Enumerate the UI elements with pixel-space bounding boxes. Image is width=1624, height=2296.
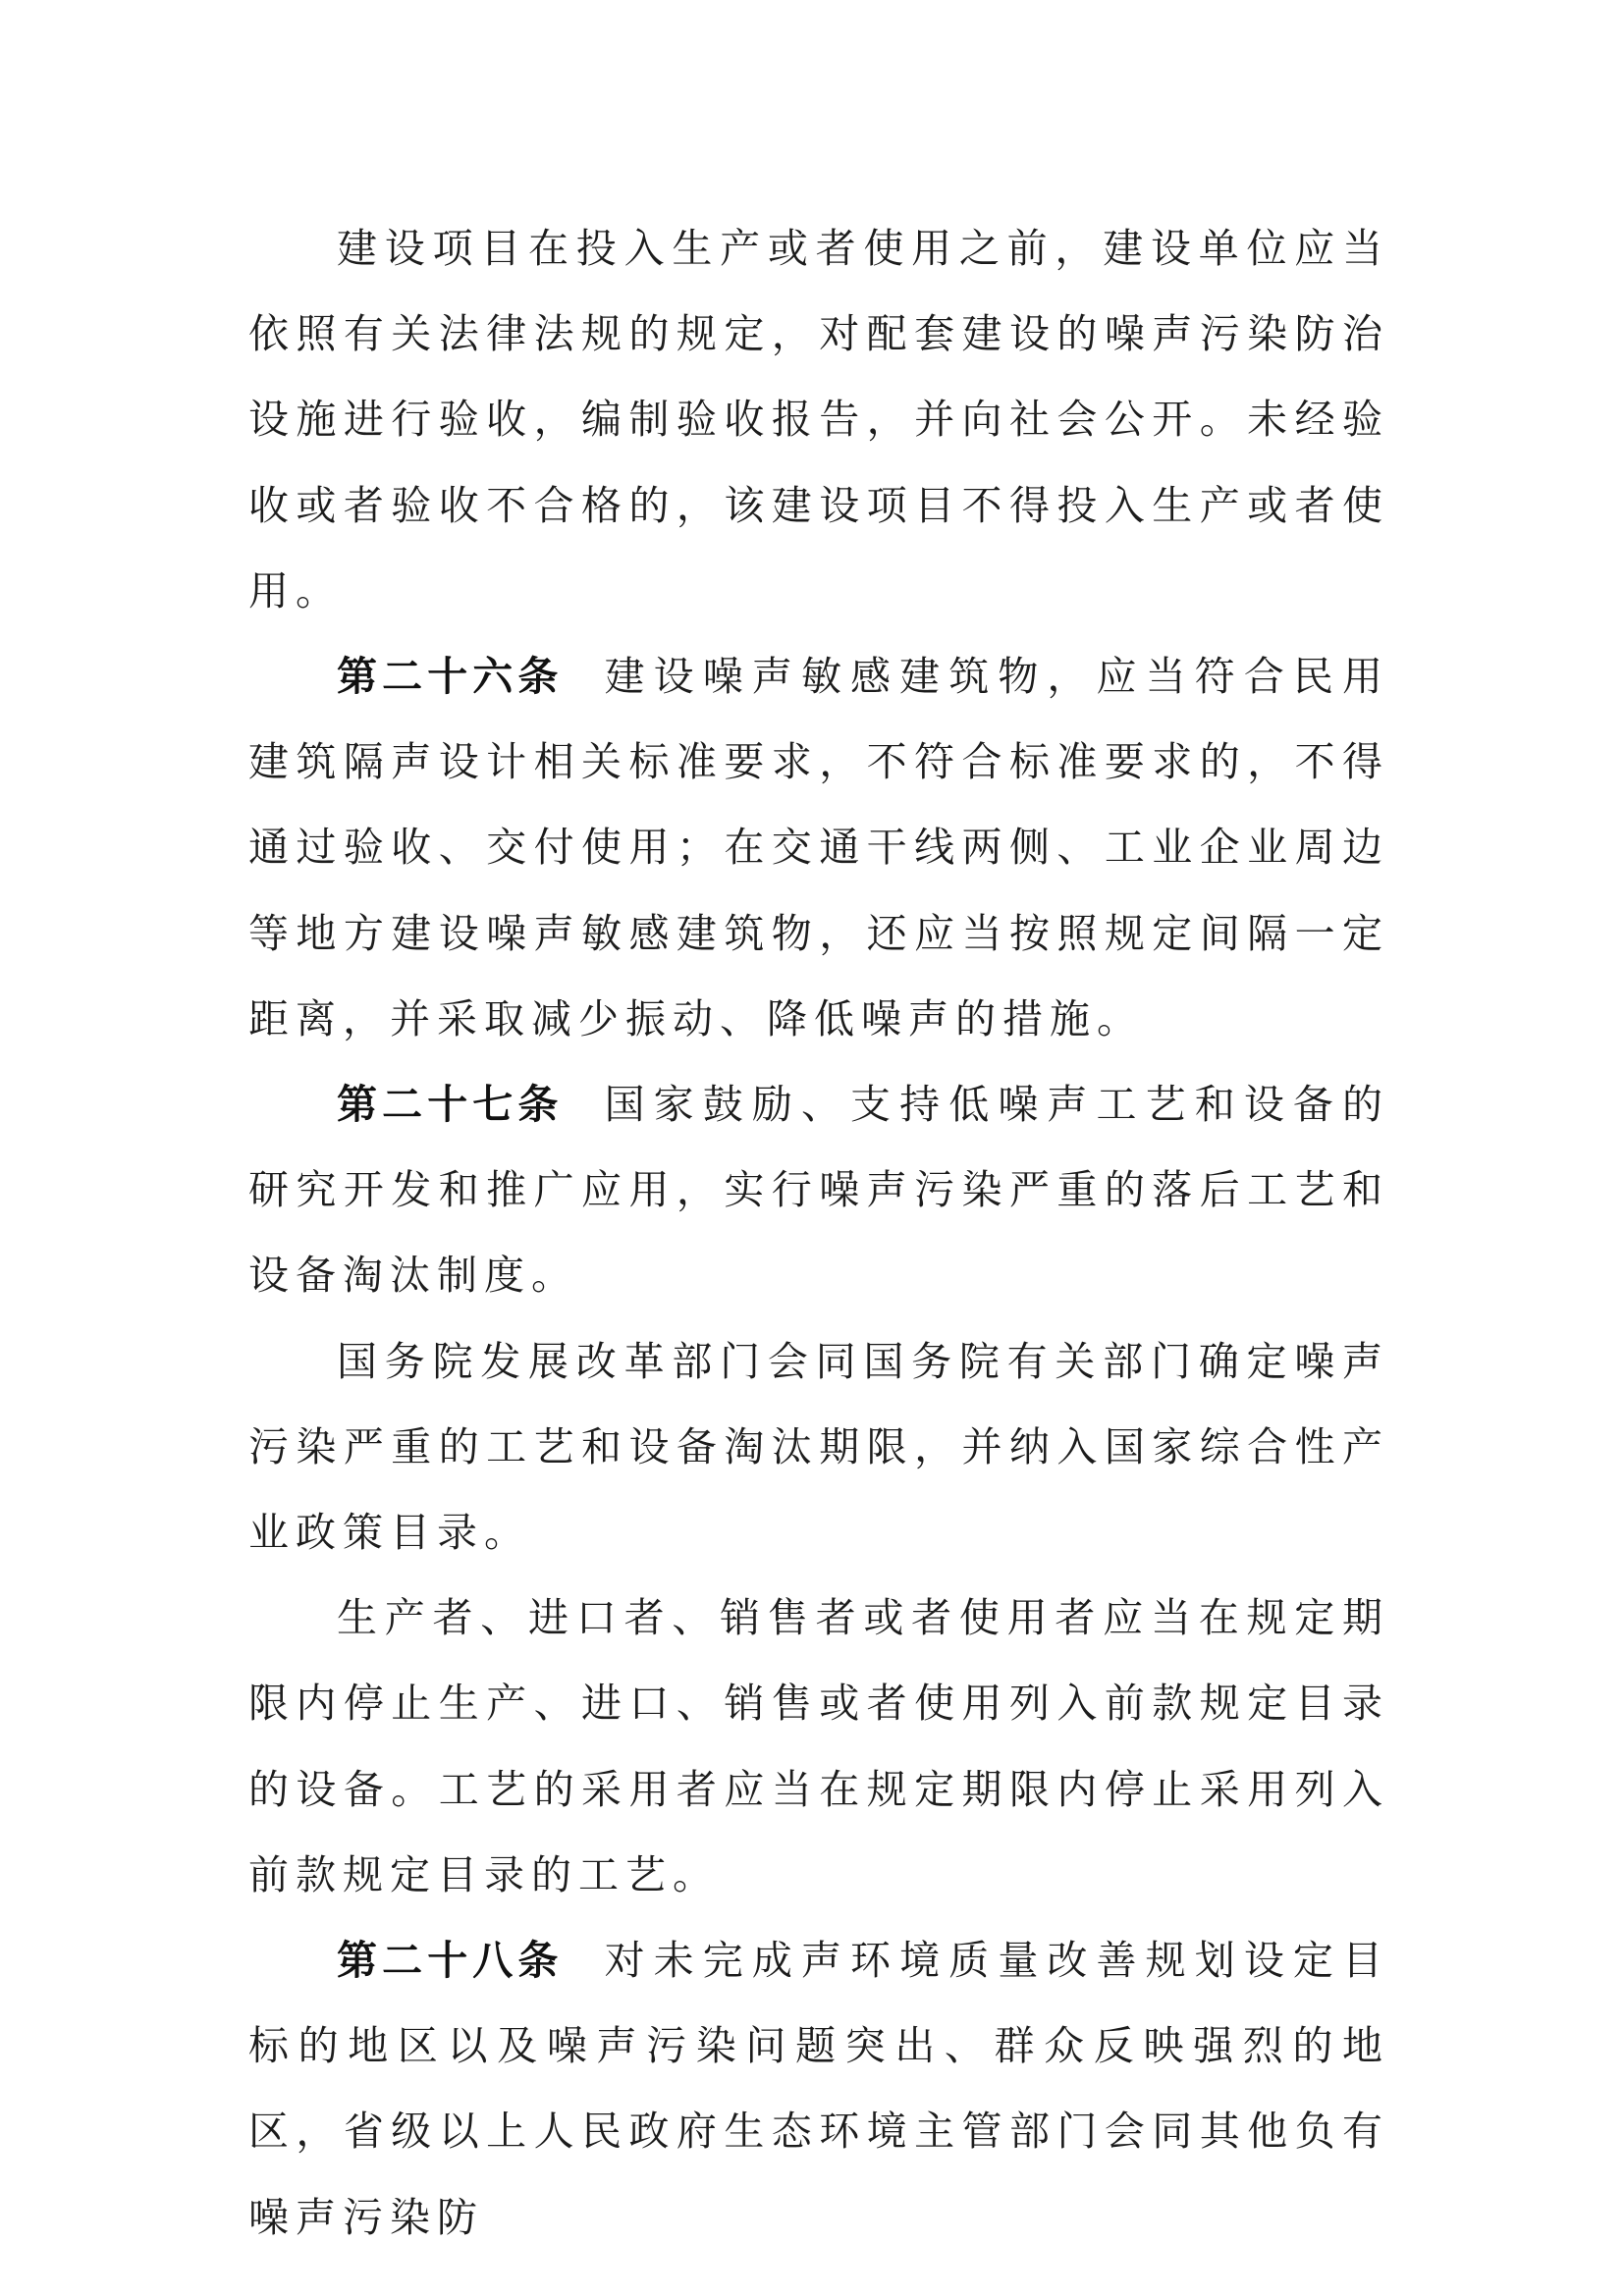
- article-28: [248, 1918, 1389, 2261]
- article-heading: 第二十六条: [337, 653, 564, 701]
- article-heading: 第二十七条: [337, 1081, 564, 1129]
- paragraph-text: 对未完成声环境质量改善规划设定目标的地区以及噪声污染问题突出、群众反映强烈的地区，省级以上人民政府生态环境主管部门会同其他负有噪声污染防: [248, 1937, 1390, 2241]
- paragraph-text: 建设项目在投入生产或者使用之前，建设单位应当依照有关法律法规的规定，对配套建设的噪声污染防治设施进行验收，编制验收报告，并向社会公开。未经验收或者验收不合格的，该建设项目不得投入生产或者使用。: [248, 225, 1389, 614]
- paragraph-text: 建设噪声敏感建筑物，应当符合民用建筑隔声设计相关标准要求，不符合标准要求的，不得通过验收、交付使用；在交通干线两侧、工业企业周边等地方建设噪声敏感建筑物，还应当按照规定间隔一定距离，并采取减少振动、降低噪声的措施。: [248, 653, 1390, 1042]
- paragraph-elimination-deadline: [248, 1319, 1389, 1576]
- paragraph-stop-production: [248, 1575, 1389, 1918]
- paragraph-text: 国家鼓励、支持低噪声工艺和设备的研究开发和推广应用，实行噪声污染严重的落后工艺和设备淘汰制度。: [248, 1081, 1390, 1300]
- document-body: [248, 206, 1389, 2261]
- article-heading: 第二十八条: [337, 1937, 564, 1985]
- paragraph-text: 国务院发展改革部门会同国务院有关部门确定噪声污染严重的工艺和设备淘汰期限，并纳入国家综合性产业政策目录。: [248, 1337, 1389, 1557]
- paragraph-acceptance: [248, 206, 1389, 634]
- article-26: [248, 634, 1389, 1062]
- paragraph-text: 生产者、进口者、销售者或者使用者应当在规定期限内停止生产、进口、销售或者使用列入前款规定目录的设备。工艺的采用者应当在规定期限内停止采用列入前款规定目录的工艺。: [248, 1594, 1389, 1898]
- article-27: [248, 1062, 1389, 1319]
